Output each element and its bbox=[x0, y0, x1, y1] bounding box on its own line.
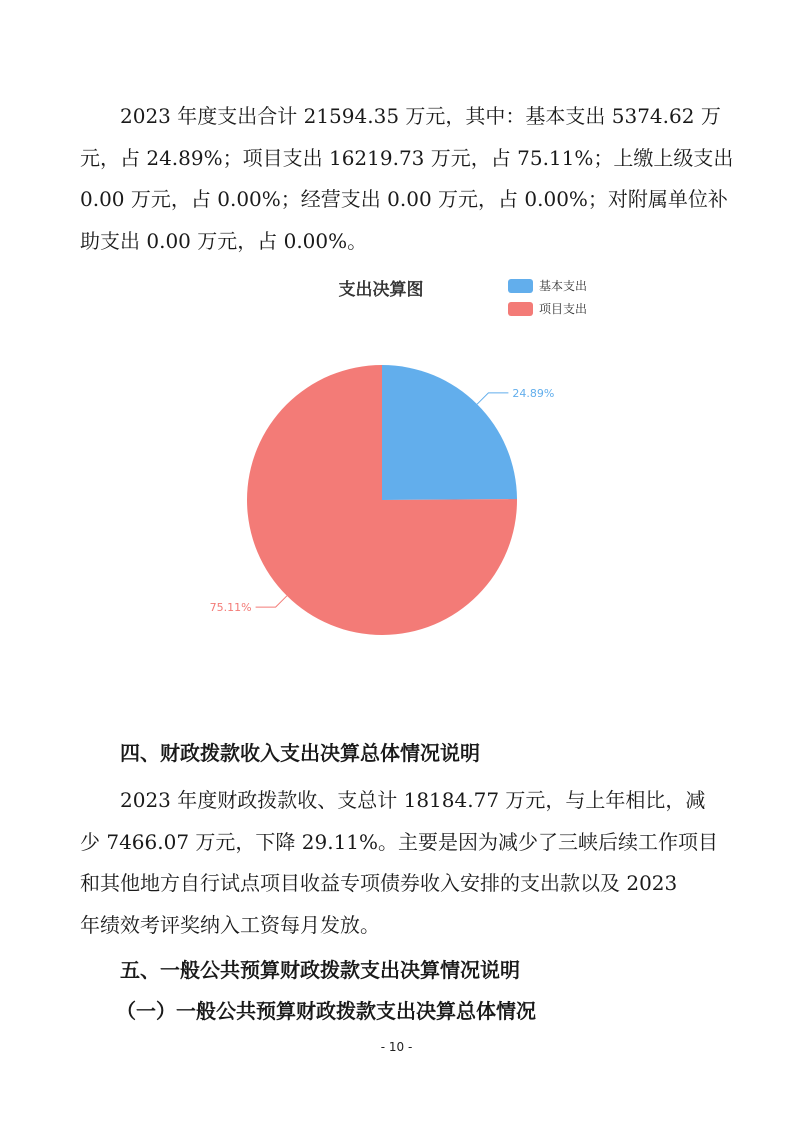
paragraph-line: 年绩效考评奖纳入工资每月发放。 bbox=[80, 912, 380, 937]
pie-slice bbox=[382, 365, 517, 500]
paragraph-line: 0.00 万元，占 0.00%；经营支出 0.00 万元，占 0.00%；对附属单位补 bbox=[80, 187, 728, 211]
leader-line bbox=[256, 596, 287, 607]
legend-label: 项目支出 bbox=[539, 302, 588, 316]
paragraph-line: 助支出 0.00 万元，占 0.00%。 bbox=[80, 228, 368, 253]
pie-chart-svg bbox=[0, 265, 793, 665]
fiscal-appropriation-paragraph bbox=[80, 780, 719, 946]
data-label: 24.89% bbox=[512, 386, 555, 400]
paragraph-line: 少 7466.07 万元，下降 29.11%。主要是因为减少了三峡后续工作项目 bbox=[80, 829, 719, 854]
paragraph-line: 元，占 24.89%；项目支出 16219.73 万元，占 75.11%；上缴上级支出 bbox=[80, 145, 734, 170]
paragraph-line: 2023 年度支出合计 21594.35 万元，其中：基本支出 5374.62 万 bbox=[120, 104, 721, 128]
section-5-heading: 五、一般公共预算财政拨款支出决算情况说明 bbox=[120, 958, 520, 982]
paragraph-line: 2023 年度财政拨款收、支总计 18184.77 万元，与上年相比，减 bbox=[120, 788, 706, 812]
chart-title: 支出决算图 bbox=[338, 280, 424, 300]
leader-line bbox=[477, 393, 508, 404]
expenditure-summary-paragraph bbox=[80, 96, 734, 262]
legend-swatch bbox=[508, 302, 533, 316]
legend-label: 基本支出 bbox=[539, 279, 588, 293]
legend-swatch bbox=[508, 279, 533, 293]
page-number: - 10 - bbox=[380, 1040, 413, 1054]
section-4-heading: 四、财政拨款收入支出决算总体情况说明 bbox=[120, 741, 480, 765]
paragraph-line: 和其他地方自行试点项目收益专项债券收入安排的支出款以及 2023 bbox=[80, 871, 678, 895]
expenditure-pie-chart bbox=[0, 265, 793, 665]
data-label: 75.11% bbox=[209, 601, 252, 615]
section-5-subheading: （一）一般公共预算财政拨款支出决算总体情况 bbox=[116, 999, 536, 1023]
